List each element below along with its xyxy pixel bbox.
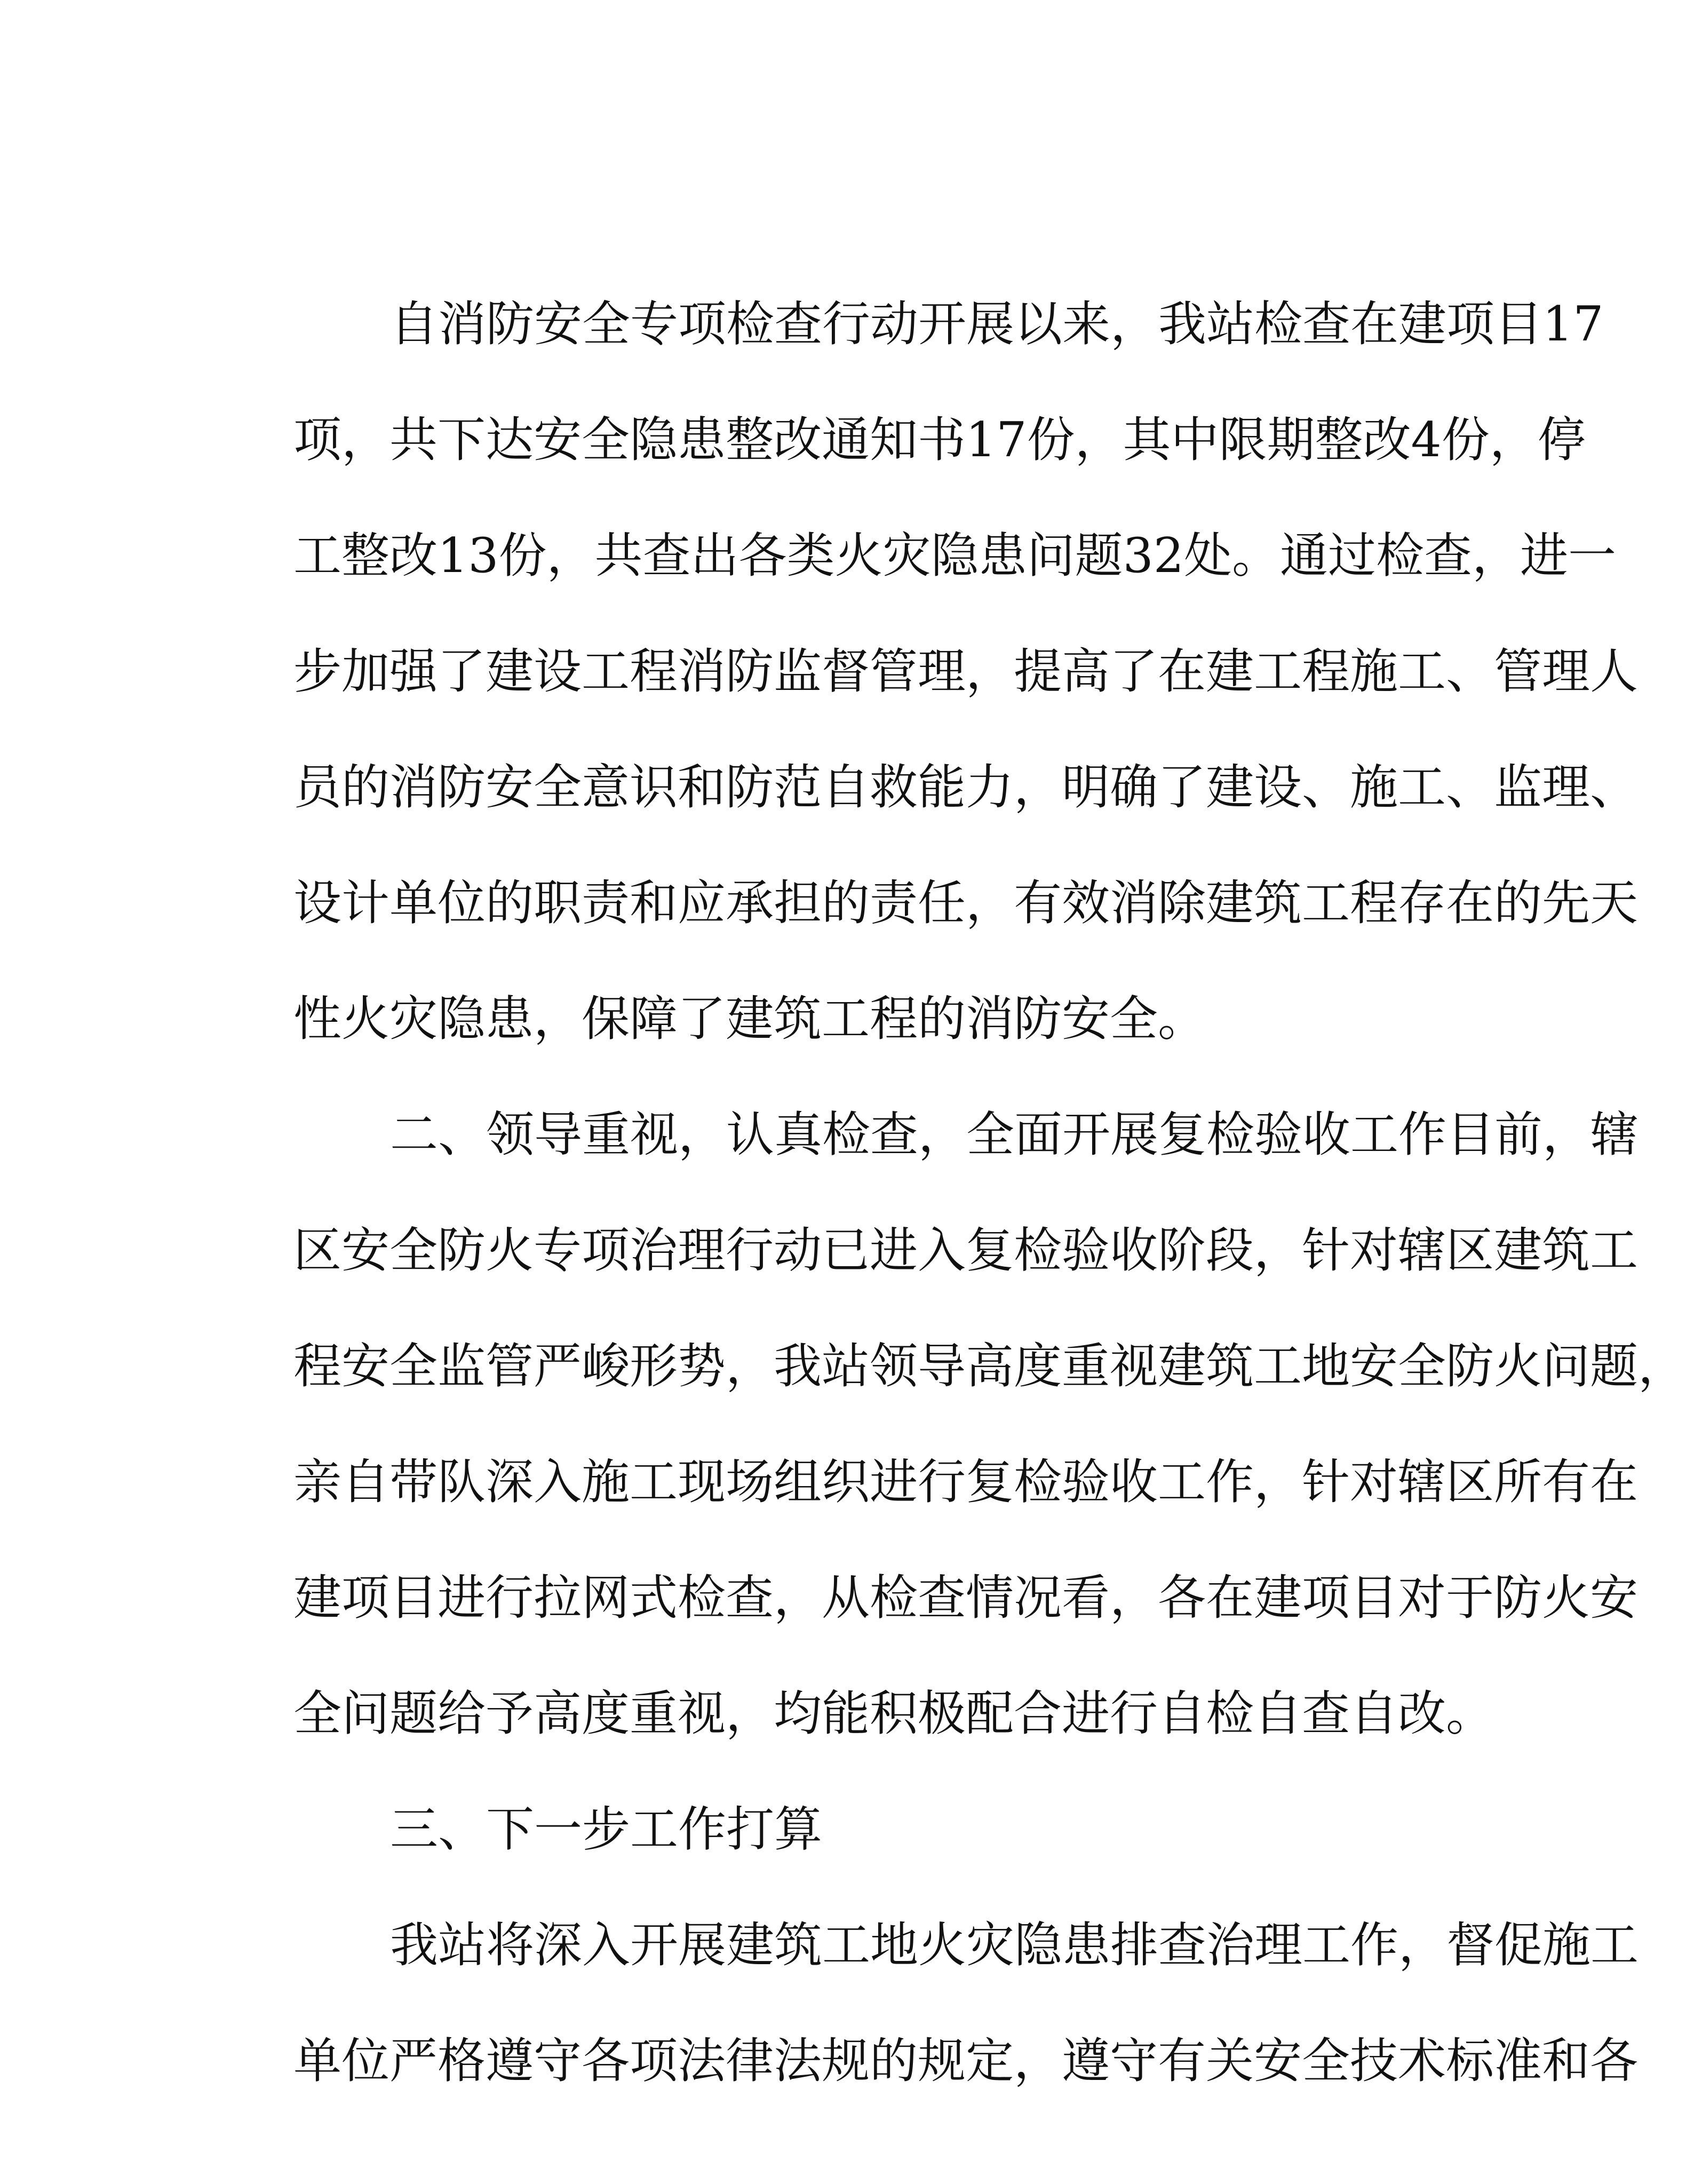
paragraph-2-line-2: 区安全防火专项治理行动已进入复检验收阶段，针对辖区建筑工	[293, 1222, 1638, 1278]
paragraph-4-line-2: 单位严格遵守各项法律法规的规定，遵守有关安全技术标准和各	[293, 2033, 1638, 2089]
paragraph-2-line-3: 程安全监管严峻形势，我站领导高度重视建筑工地安全防火问题，	[293, 1338, 1686, 1394]
paragraph-2-line-5: 建项目进行拉网式检查，从检查情况看，各在建项目对于防火安	[293, 1570, 1638, 1626]
paragraph-1-line-5: 员的消防安全意识和防范自救能力，明确了建设、施工、监理、	[293, 759, 1638, 815]
paragraph-4-line-1: 我站将深入开展建筑工地火灾隐患排查治理工作，督促施工	[390, 1917, 1639, 1973]
paragraph-1-line-1: 自消防安全专项检查行动开展以来，我站检查在建项目17	[390, 296, 1604, 352]
paragraph-2-line-4: 亲自带队深入施工现场组织进行复检验收工作，针对辖区所有在	[293, 1454, 1638, 1510]
paragraph-2-line-6: 全问题给予高度重视，均能积极配合进行自检自查自改。	[293, 1686, 1494, 1742]
paragraph-1-line-3: 工整改13份，共查出各类火灾隐患问题32处。通过检查，进一	[293, 528, 1617, 584]
paragraph-1-line-4: 步加强了建设工程消防监督管理，提高了在建工程施工、管理人	[293, 644, 1638, 700]
section-heading-3: 三、下一步工作打算	[390, 1801, 822, 1857]
paragraph-1-line-7: 性火灾隐患，保障了建筑工程的消防安全。	[293, 991, 1206, 1047]
paragraph-2-line-1: 二、领导重视，认真检查，全面开展复检验收工作目前，辖	[390, 1107, 1639, 1163]
paragraph-1-line-2: 项，共下达安全隐患整改通知书17份，其中限期整改4份，停	[293, 412, 1586, 468]
paragraph-1-line-6: 设计单位的职责和应承担的责任，有效消除建筑工程存在的先天	[293, 875, 1638, 931]
